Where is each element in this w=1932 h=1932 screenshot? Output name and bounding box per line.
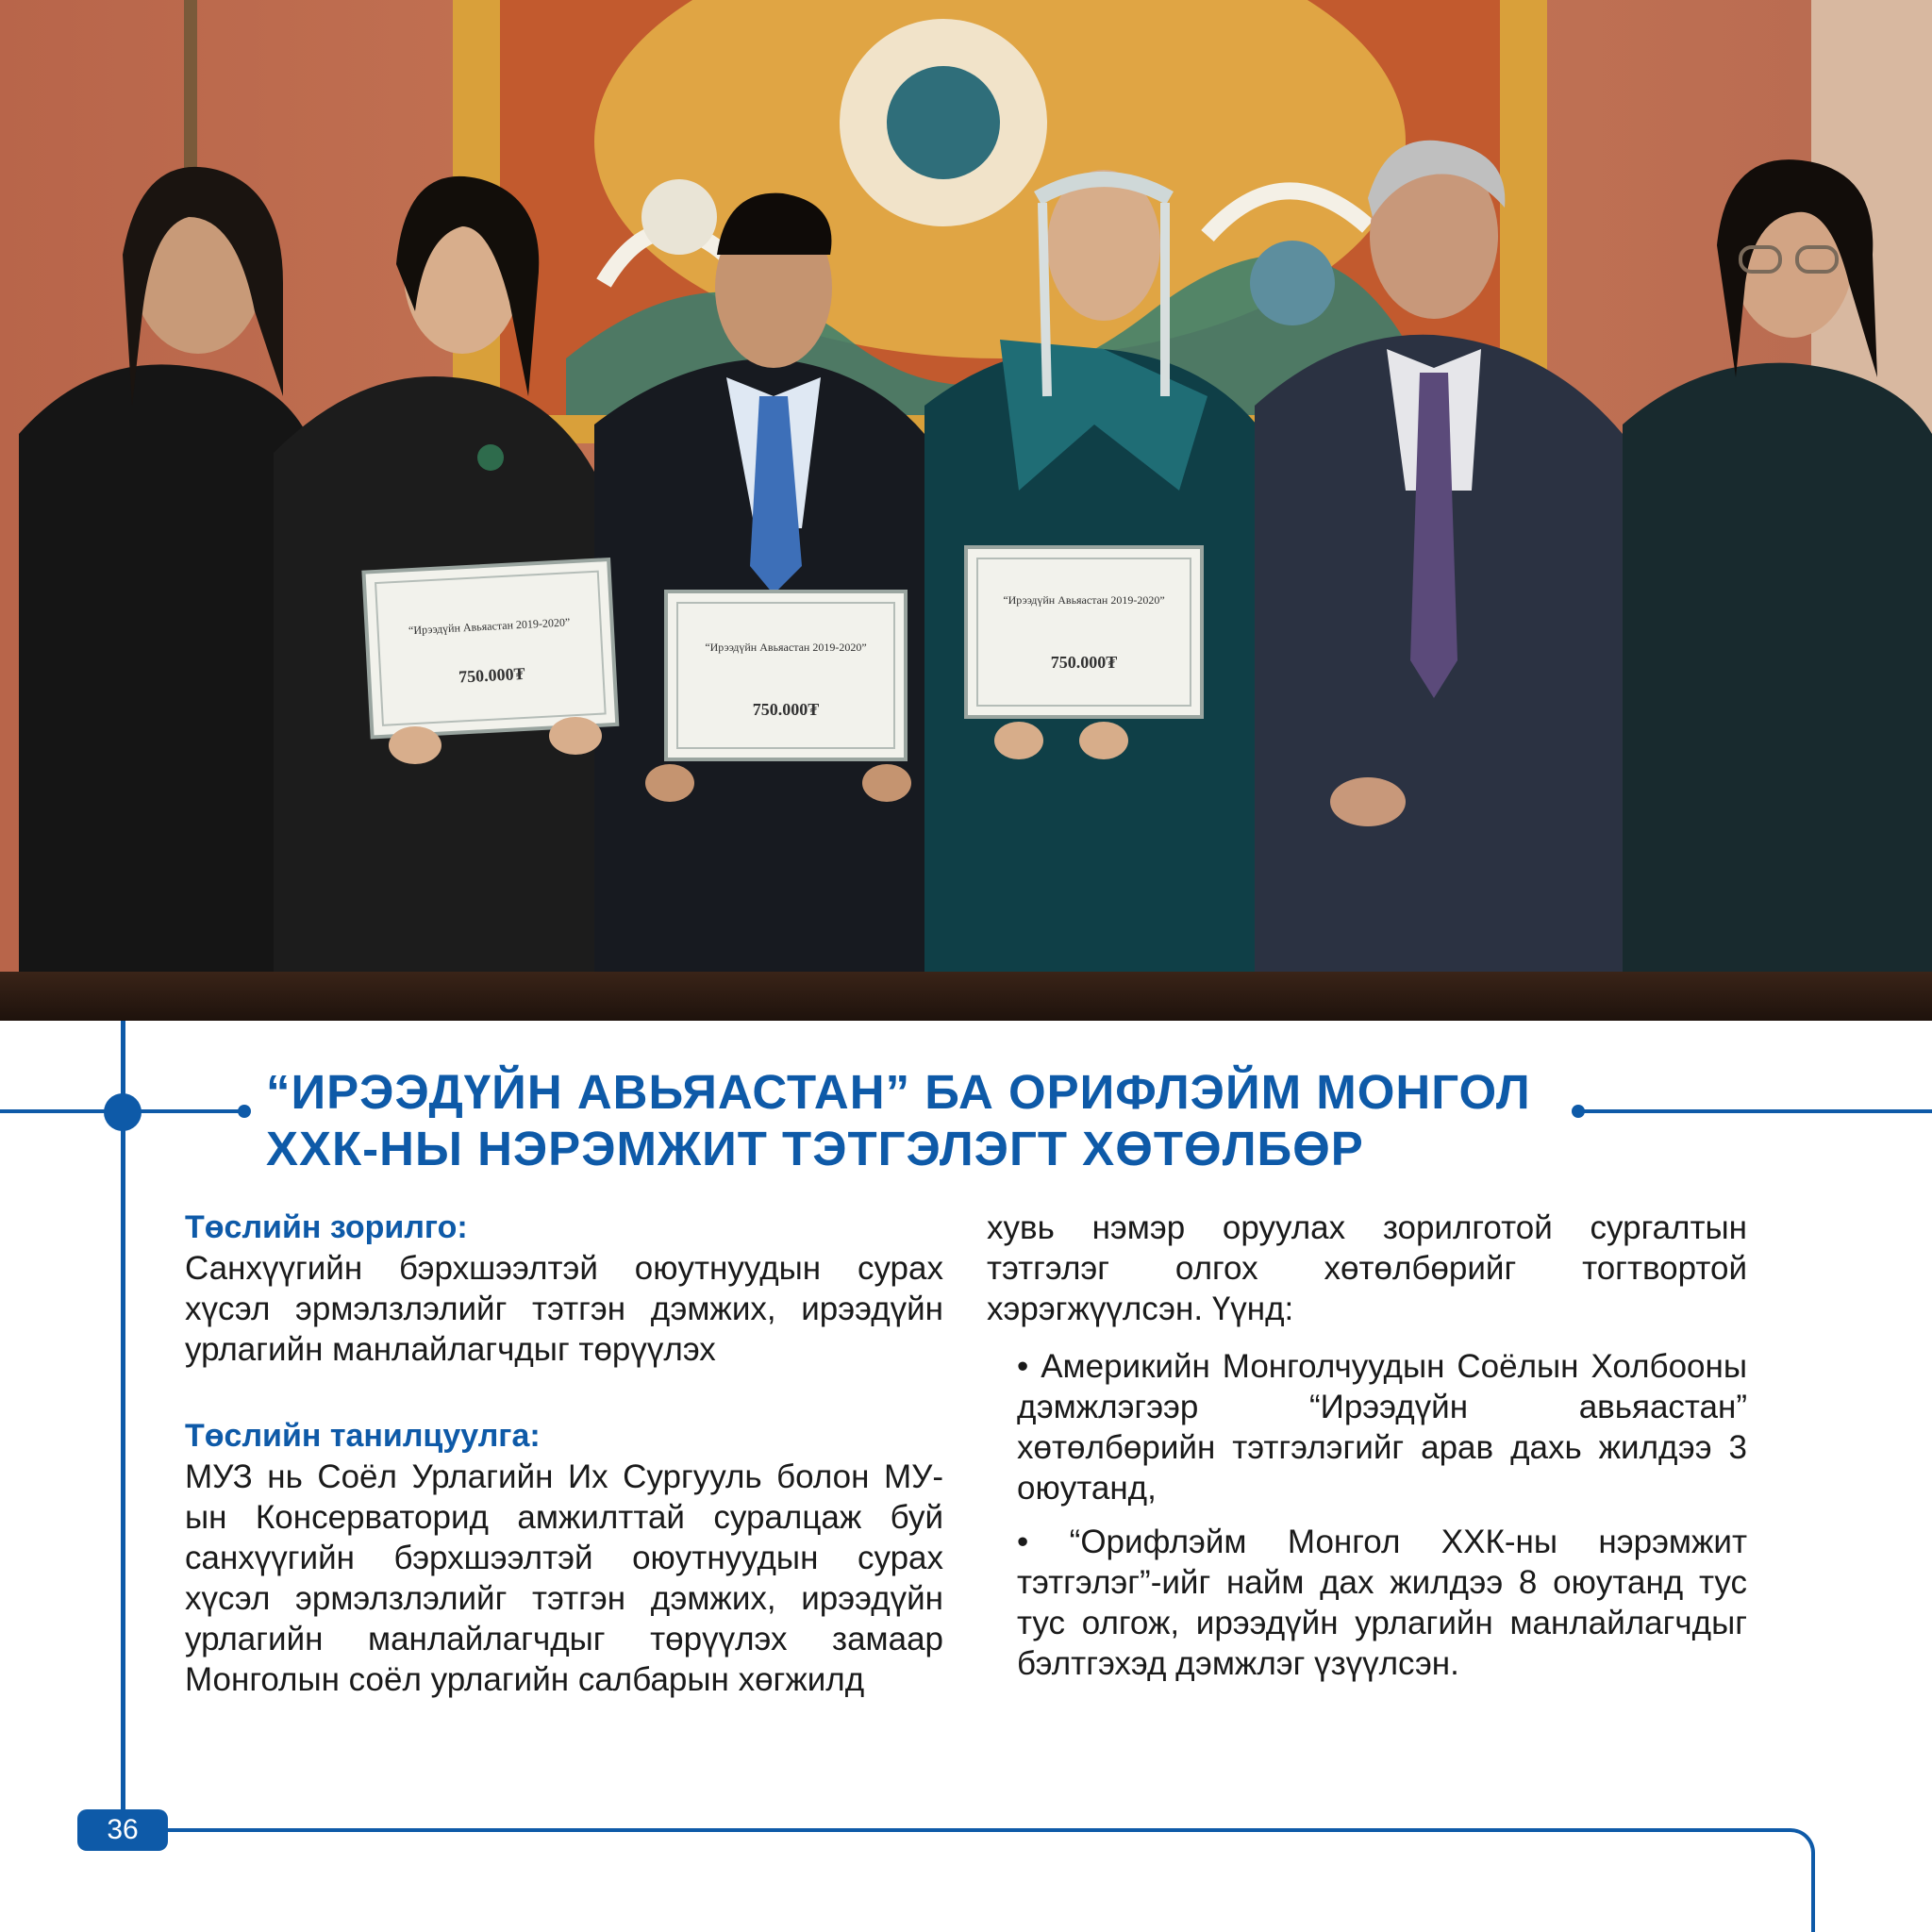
page-title-line-1: “ИРЭЭДҮЙН АВЬЯАСТАН” БА ОРИФЛЭЙМ МОНГОЛ bbox=[266, 1065, 1531, 1119]
certificate-3 bbox=[966, 547, 1202, 717]
goal-heading: Төслийн зорилго: bbox=[185, 1209, 468, 1245]
goal-text: Санхүүгийн бэрхшээлтэй оюутнуудын сурах хүсэл эрмэлзлэлийг тэтгэн дэмжих, ирээдүйн урлагийн манлайлагчдыг төрүүлэх bbox=[185, 1250, 943, 1368]
certificate-2 bbox=[666, 591, 906, 759]
certificate-1-amount: 750.000₮ bbox=[458, 663, 526, 687]
intro-text-right: хувь нэмэр оруулах зорилготой сургалтын тэтгэлэг олгох хөтөлбөрийг тогтвортой хэрэгжүүлсэн. Үүнд: bbox=[987, 1209, 1747, 1327]
certificate-1-title: “Ирээдүйн Авьяастан 2019-2020” bbox=[408, 615, 571, 638]
page-title-line-2: ХХК-НЫ НЭРЭМЖИТ ТЭТГЭЛЭГТ ХӨТӨЛБӨР bbox=[266, 1122, 1364, 1175]
vertical-rule-left bbox=[121, 1021, 125, 1832]
page-title bbox=[266, 1064, 1606, 1177]
certificate-1 bbox=[363, 559, 617, 737]
page-number-badge: 36 bbox=[77, 1809, 168, 1851]
intro-heading: Төслийн танилцуулга: bbox=[185, 1418, 541, 1454]
intro-text-left: МУЗ нь Соёл Урлагийн Их Сургууль болон МУ-ын Консерваторид амжилттай суралцаж буй санхүүгийн бэрхшээлтэй оюутнуудын сурах хүсэл эрмэлзлэлийг тэтгэн дэмжих, ирээдүйн урлагийн манлайлагчдыг төрүүлэх замаар Монголын соёл урлагийн салбарын хөгжилд bbox=[185, 1458, 943, 1698]
certificate-3-amount: 750.000₮ bbox=[1050, 653, 1118, 672]
horizontal-rule-right bbox=[1577, 1109, 1932, 1113]
right-column bbox=[987, 1208, 1747, 1684]
bullet-item-1: • Америкийн Монголчуудын Соёлын Холбооны дэмжлэгээр “Ирээдүйн авьяастан” хөтөлбөрийн тэтгэлэгийг арав дахь жилдээ 3 оюутанд, bbox=[1017, 1348, 1747, 1507]
title-marker-dot bbox=[104, 1093, 142, 1131]
certificate-2-title: “Ирээдүйн Авьяастан 2019-2020” bbox=[705, 641, 867, 654]
rule-end-dot-left bbox=[238, 1105, 251, 1118]
certificate-2-amount: 750.000₮ bbox=[752, 700, 820, 719]
left-column bbox=[185, 1208, 943, 1700]
bottom-corner-rule bbox=[1774, 1828, 1815, 1932]
certificate-3-title: “Ирээдүйн Авьяастан 2019-2020” bbox=[1003, 593, 1165, 607]
bullet-item-2: • “Орифлэйм Монгол ХХК-ны нэрэмжит тэтгэлэг”-ийг найм дах жилдээ 8 оюутанд тус тус олгож, ирээдүйн урлагийн манлайлагчдыг бэлтгэхэд дэмжлэг үзүүлсэн. bbox=[1017, 1524, 1747, 1682]
horizontal-rule-bottom bbox=[166, 1828, 1790, 1832]
